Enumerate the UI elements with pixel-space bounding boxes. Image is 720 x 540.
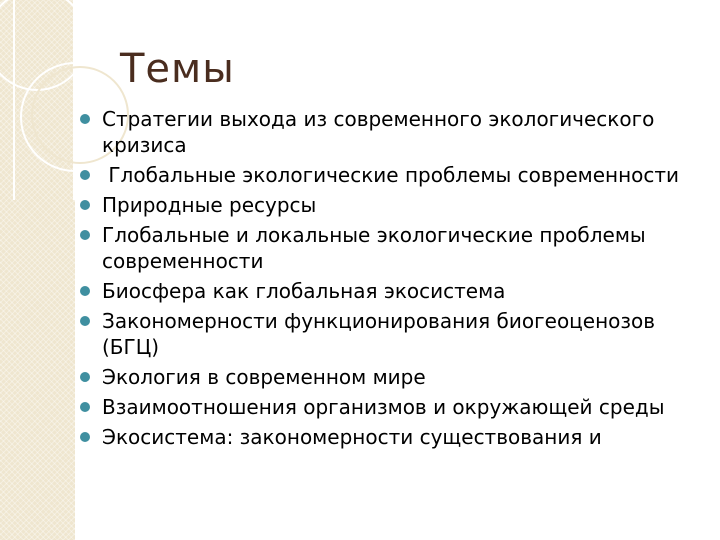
list-item [78,222,698,274]
list-item [78,106,698,158]
slide-title: Темы [120,46,235,92]
bullet-icon [80,230,90,240]
list-item-text: Закономерности функционирования биогеоценозов (БГЦ) [102,309,662,359]
list-item-text: Биосфера как глобальная экосистема [102,279,506,303]
list-item-text: Глобальные экологические проблемы современности [102,163,680,187]
list-item-text: Стратегии выхода из современного экологического кризиса [102,107,661,157]
bullet-icon [80,402,90,412]
bullet-icon [80,432,90,442]
list-item-text: Взаимоотношения организмов и окружающей среды [102,395,665,419]
bullet-icon [80,200,90,210]
list-item [78,308,698,360]
list-item-text: Экология в современном мире [102,365,426,389]
bullet-icon [80,170,90,180]
topic-list [78,106,698,454]
list-item-text: Экосистема: закономерности существования и [102,425,602,449]
list-item [78,364,698,390]
list-item [78,162,698,188]
bullet-icon [80,114,90,124]
list-item [78,278,698,304]
list-item [78,192,698,218]
list-item [78,424,698,450]
bullet-icon [80,372,90,382]
bullet-icon [80,316,90,326]
bullet-icon [80,286,90,296]
list-item-text: Глобальные и локальные экологические проблемы современности [102,223,653,273]
list-item [78,394,698,420]
list-item-text: Природные ресурсы [102,193,317,217]
